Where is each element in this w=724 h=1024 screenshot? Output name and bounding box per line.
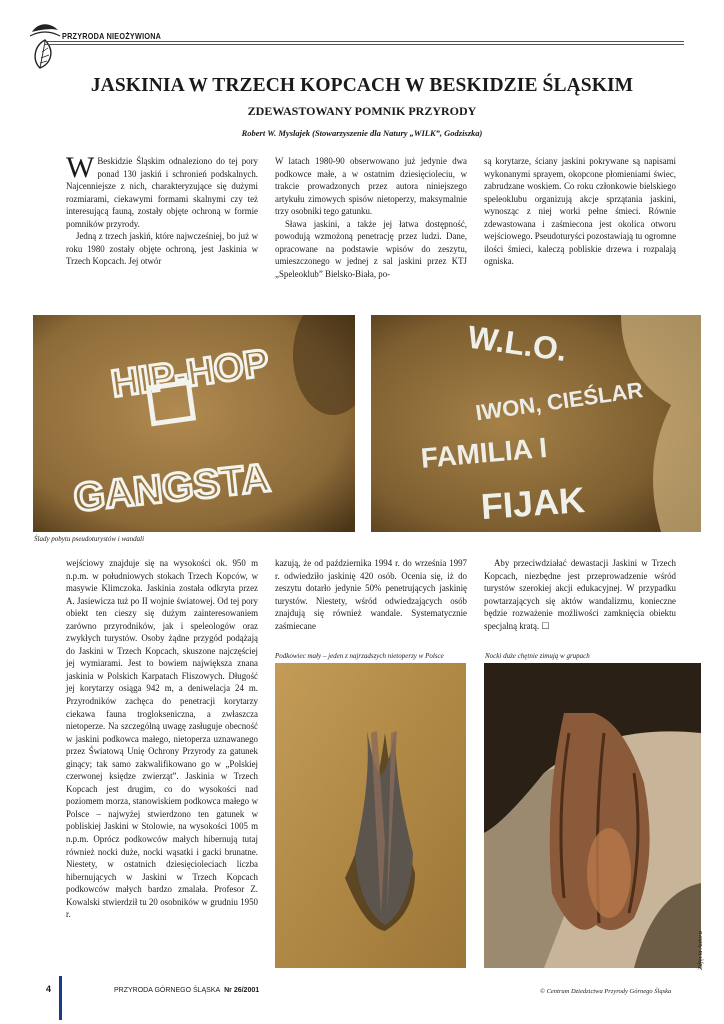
header-rule (44, 44, 684, 45)
graffiti-text: FAMILIA I (419, 431, 549, 474)
text-column-1 (66, 151, 258, 268)
paragraph: W Beskidzie Śląskim odnaleziono do tej pory ponad 130 jaskiń i schronień podskalnych. Najcenniejsze z nich, charakteryzujące się dużymi rozmiarami, ciekawymi formami skalnymi czy też interesującą fauną, zostały objęte ochroną w formie pomników przyrody. (66, 151, 258, 229)
article-subtitle: ZDEWASTOWANY POMNIK PRZYRODY (247, 104, 477, 118)
page-accent-bar (59, 976, 62, 1020)
paragraph: Jedną z trzech jaskiń, które najwcześniej, bo już w roku 1980 zostały objęte ochroną, jest Jaskinia w Trzech Kopcach. Jej otwór (66, 231, 258, 267)
photo-caption: Podkowiec mały – jeden z najrzadszych nietoperzy w Polsce (275, 652, 444, 660)
page-number: 4 (46, 984, 52, 994)
header-rule (44, 41, 684, 42)
graffiti-photo-2 (371, 315, 701, 532)
photo-caption: Ślady pobytu pseudoturystów i wandali (34, 535, 145, 543)
article-byline: Robert W. Myslajek (Stowarzyszenie dla Natury „WILK”, Godziszka) (241, 128, 483, 138)
copyright-note: © Centrum Dziedzictwa Przyrody Górnego Śląska (540, 988, 672, 995)
text-column-2 (275, 155, 467, 280)
article-title: JASKINIA W TRZECH KOPCACH W BESKIDZIE ŚLĄSKIM (90, 75, 634, 96)
graffiti-text: GANGSTA (71, 455, 273, 521)
photo-caption: Nocki duże chętnie zimują w grupach (485, 652, 590, 660)
text-column-5 (275, 557, 467, 632)
bat-photo-2 (484, 663, 701, 968)
paragraph: Aby przeciwdziałać dewastacji Jaskini w Trzech Kopcach, niezbędne jest przeprowadzenie wśród turystów szerokiej akcji edukacyjnej. W przypadku powtarzających się aktów wandalizmu, konieczne będzie rozważenie możliwości zamknięcia obiektu specjalną kratą. ☐ (484, 558, 676, 631)
photo-credit: Zdjęcia Autora (697, 930, 704, 970)
text-column-4 (66, 557, 258, 921)
paragraph: wejściowy znajduje się na wysokości ok. 950 m n.p.m. w południowych stokach Trzech Kopców, w masywie Klimczoka. Jaskinia została odkryta przez A. Jasiewicza tuż po II wojnie światowej. Od tej pory obiekt ten cieszy się dużym zainteresowaniem zarówno przyrodników, jak i speleologów oraz zwykłych turystów. Osoby żądne przygód podążają do Jaskini w Trzech Kopcach, skuszone najczęściej jej wymiarami. Jest to bowiem największa znana jaskinia w Polskich Karpatach Fliszowych. Długość jej korytarzy osiąga 942 m, a deniwelacja 24 m. Przyrodników zachęca do penetracji korytarzy ciekawa fauna troglokseniczna, a zwłaszcza nietoperze. Na szczególną uwagę zasługuje obecność w jaskini podkowca małego, nietoperza uznawanego przez Światową Unię Ochrony Przyrody za gatunek ginący; tak samo zakwalifikowano go w „Polskiej czerwonej księdze zwierząt”. Jaskinia w Trzech Kopcach jest drugim, co do wysokości nad poziomem morza, stanowiskiem podkowca małego w Polsce – najwyżej stwierdzono ten gatunek w pobliskiej Jaskini w Stolowie, na wysokości 1005 m n.p.m. Oprócz podkowców małych hibernują tutaj również nocki duże, nocki wąsatki i gacki brunatne. Niestety, w ostatnich dziesięcioleciach liczba hibernujących w Jaskini w Trzech Kopcach podkowców małych bardzo zmalała. Profesor Z. Kowalski stwierdził tu 20 osobników w grudniu 1950 r. (66, 558, 258, 920)
graffiti-photo-1 (33, 315, 355, 532)
leaf-logo-icon (28, 18, 62, 72)
section-label: PRZYRODA NIEOŻYWIONA (62, 31, 162, 41)
paragraph: Sława jaskini, a także jej łatwa dostępność, powodują wzmożoną penetrację przez ludzi. Dane, opracowane na podstawie wpisów do zeszytu, umieszczonego w jednej z sal jaskini przez KTJ „Speleoklub” Bielsko-Biała, po- (275, 218, 467, 279)
paragraph: są korytarze, ściany jaskini pokrywane są napisami wykonanymi sprayem, okopcone płomieniami świec, zabrudzane woskiem. Co roku członkowie bielskiego speleoklubu organizują akcje sprzątania jaskini, wynosząc z niej worki pełne śmieci. Równie zdewastowana i zaśmiecona jest okolica otworu wejściowego. Pseudoturyści pozostawiają tu ogromne ilości śmieci, kaleczą pobliskie drzewa i rozpalają ogniska. (484, 156, 677, 267)
bat-photo-1 (275, 663, 466, 968)
graffiti-text: HIP-HOP (108, 342, 272, 406)
drop-cap: W (66, 151, 95, 184)
text-column-3 (484, 155, 676, 268)
journal-name: PRZYRODA GÓRNEGO ŚLĄSKA Nr 26/2001 (114, 987, 260, 994)
graffiti-text: IWON, CIEŚLAR (473, 377, 645, 426)
graffiti-text: W.L.O. (465, 318, 570, 369)
paragraph: kazują, że od października 1994 r. do września 1997 r. odwiedziło jaskinię 420 osób. Ocenia się, iż do zeszytu dotarło jedynie 50% penetrujących jaskinię turystów. Niestety, wśród odwiedzających osób znajdują się również wandale. Systematycznie zaśmiecane (275, 558, 467, 631)
paragraph: W latach 1980-90 obserwowano już jedynie dwa podkowce małe, a w ostatnim dziesięcioleciu, w trakcie prowadzonych przez autora niniejszego artykułu zimowych spisów nietoperzy, maksymalnie trzy osobniki tego gatunku. (275, 156, 467, 217)
text-column-6 (484, 557, 676, 632)
graffiti-text: FIJAK (479, 478, 587, 528)
